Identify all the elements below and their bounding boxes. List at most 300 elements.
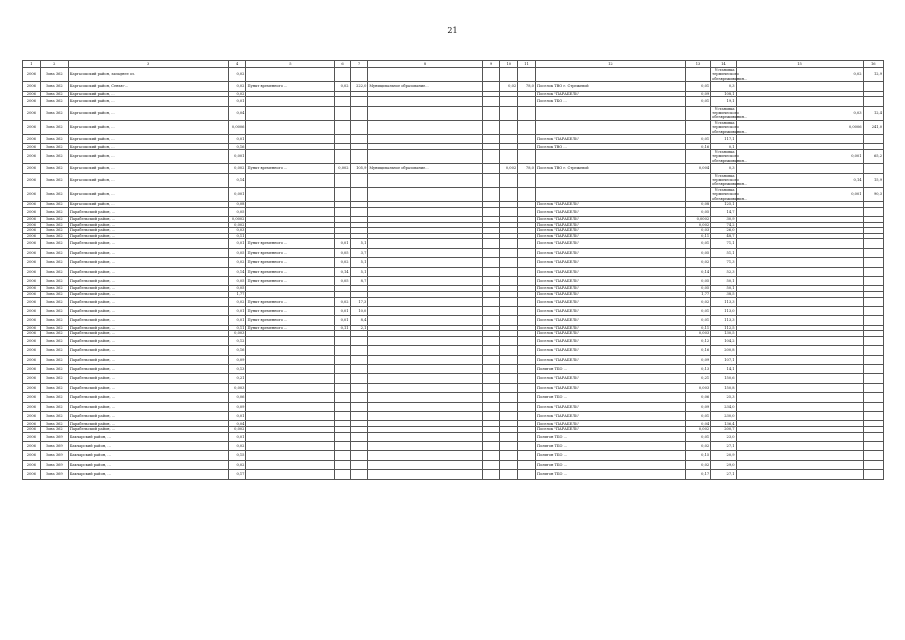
table-cell [500, 239, 518, 248]
table-cell: Зона 362 [40, 173, 68, 187]
table-cell: Пункт временного ... [246, 276, 335, 285]
table-cell: Установка термического обезвреживания... [712, 173, 748, 187]
table-cell [246, 336, 335, 345]
table-cell: 50,1 [711, 276, 736, 285]
table-cell: 0,16 [228, 144, 246, 150]
table-cell: 0,01 [685, 306, 710, 315]
table-cell: Парабельский район, ... [68, 239, 228, 248]
table-cell: Пункт временного ... [246, 82, 335, 91]
table-cell [350, 383, 368, 392]
table-cell [350, 470, 368, 479]
table-cell: 0,14 [685, 267, 710, 276]
table-cell: Зона 362 [40, 222, 68, 228]
table-row [23, 120, 884, 134]
table-cell: Пункт временного ... [246, 306, 335, 315]
table-row [23, 306, 884, 315]
table-cell: Поселок ТБО ... [535, 97, 685, 106]
table-cell: Поселок "ПАРАБЕЛЬ" [535, 91, 685, 97]
table-cell: Пункт временного ... [246, 239, 335, 248]
table-cell [246, 374, 335, 383]
table-cell: 0,01 [228, 412, 246, 421]
table-cell: 0,15 [685, 451, 710, 460]
table-cell [368, 442, 482, 451]
table-row [23, 297, 884, 306]
table-cell [500, 68, 518, 82]
table-row [23, 355, 884, 364]
table-cell [350, 451, 368, 460]
table-cell: 2006 [23, 91, 41, 97]
table-cell [736, 460, 863, 469]
table-cell [482, 306, 500, 315]
table-cell: 52,3 [711, 267, 736, 276]
table-cell: 0,15 [228, 451, 246, 460]
table-cell [482, 276, 500, 285]
table-cell: 0,03 [228, 228, 246, 234]
table-cell [736, 276, 863, 285]
table-cell [335, 97, 350, 106]
table-cell [368, 346, 482, 355]
column-number: 16 [863, 61, 883, 68]
table-cell: 0,0002 [228, 217, 246, 223]
table-cell: Полигон ТБО ... [535, 470, 685, 479]
table-cell: 2006 [23, 470, 41, 479]
table-cell [246, 135, 335, 144]
table-cell [863, 451, 883, 460]
table-cell [685, 68, 710, 82]
table-cell: 0,14 [228, 267, 246, 276]
table-cell: Поселок "ПАРАБЕЛЬ" [535, 374, 685, 383]
table-cell: 2006 [23, 120, 41, 134]
table-cell: Пункт временного ... [246, 316, 335, 325]
table-cell: Зона 362 [40, 297, 68, 306]
table-cell [368, 460, 482, 469]
table-cell [500, 106, 518, 120]
table-cell [368, 207, 482, 216]
table-cell: Зона 362 [40, 164, 68, 173]
table-cell [368, 248, 482, 257]
table-cell [335, 173, 350, 187]
table-cell: 0,08 [685, 202, 710, 208]
table-cell [335, 442, 350, 451]
table-cell: 74,2 [711, 222, 736, 228]
table-cell [482, 346, 500, 355]
table-cell [500, 207, 518, 216]
table-cell: Парабельский район, ... [68, 228, 228, 234]
table-cell: 0,002 [685, 222, 710, 228]
table-cell [350, 187, 368, 201]
table-cell [482, 267, 500, 276]
table-row [23, 258, 884, 267]
table-cell: Бакчарский район, ... [68, 432, 228, 441]
table-cell: 2006 [23, 451, 41, 460]
table-cell [736, 135, 863, 144]
table-cell: Парабельский район, ... [68, 365, 228, 374]
table-cell: 2006 [23, 97, 41, 106]
table-cell: Полигон ТБО ... [535, 365, 685, 374]
table-cell [500, 374, 518, 383]
table-cell [368, 355, 482, 364]
table-row [23, 460, 884, 469]
table-cell [368, 297, 482, 306]
table-cell [482, 150, 500, 164]
table-cell [736, 355, 863, 364]
table-cell: Парабельский район, ... [68, 306, 228, 315]
table-cell: 14,7 [711, 207, 736, 216]
table-cell [736, 442, 863, 451]
table-cell: Каргасокский район, ... [68, 202, 228, 208]
table-cell: 2006 [23, 248, 41, 257]
table-row [23, 187, 884, 201]
table-cell [518, 68, 536, 82]
table-cell [500, 402, 518, 411]
table-cell: Установка термического обезвреживания... [712, 106, 748, 120]
table-cell [500, 336, 518, 345]
table-cell: Пункт временного ... [246, 267, 335, 276]
table-cell: 0,05 [685, 286, 710, 292]
table-cell [246, 173, 335, 187]
table-cell [500, 460, 518, 469]
table-cell: Поселок "ПАРАБЕЛЬ" [535, 291, 685, 297]
table-cell: Зона 362 [40, 336, 68, 345]
table-row [23, 383, 884, 392]
table-cell: Зона 362 [40, 402, 68, 411]
table-cell: Поселок "ПАРАБЕЛЬ" [535, 383, 685, 392]
table-cell [500, 432, 518, 441]
table-row [23, 470, 884, 479]
table-cell [482, 451, 500, 460]
table-row [23, 267, 884, 276]
table-cell: 0,11 [228, 325, 246, 331]
table-cell: Каргасокский район, ... [68, 91, 228, 97]
table-cell [518, 451, 536, 460]
table-row [23, 239, 884, 248]
table-cell: 0,02 [500, 82, 518, 91]
table-cell: Зона 362 [40, 276, 68, 285]
table-cell: 20,9 [711, 451, 736, 460]
table-cell [535, 173, 685, 187]
table-cell [736, 432, 863, 441]
table-cell [350, 135, 368, 144]
table-cell: Пункт временного ... [246, 248, 335, 257]
table-cell [482, 173, 500, 187]
table-cell: Парабельский район, ... [68, 286, 228, 292]
table-cell: Каргасокский район, Сенью-... [68, 82, 228, 91]
table-cell: 2006 [23, 187, 41, 201]
table-cell: 0,05 [228, 276, 246, 285]
table-cell: 0,01 [685, 412, 710, 421]
table-cell: 0,09 [228, 355, 246, 364]
table-cell: Поселок ТВО ... [535, 144, 685, 150]
table-cell: 105,9 [350, 164, 368, 173]
table-cell: Парабельский район, ... [68, 207, 228, 216]
table-cell [335, 207, 350, 216]
table-cell: 2006 [23, 432, 41, 441]
table-cell: 0,01 [685, 97, 710, 106]
table-cell [482, 460, 500, 469]
table-cell: 2006 [23, 258, 41, 267]
table-cell [350, 442, 368, 451]
table-cell: 0,09 [685, 355, 710, 364]
table-cell: 1,77 [228, 291, 246, 297]
table-cell [350, 207, 368, 216]
table-cell [863, 383, 883, 392]
table-cell: Поселок "ПАРАБЕЛЬ" [535, 258, 685, 267]
table-cell [368, 374, 482, 383]
table-cell [736, 258, 863, 267]
table-cell: 0,01 [228, 306, 246, 315]
table-cell [500, 276, 518, 285]
table-cell: Зона 362 [40, 68, 68, 82]
table-cell: Зона 362 [40, 421, 68, 427]
table-cell [482, 412, 500, 421]
table-cell: Каргасокский район, западнее оз. [68, 68, 228, 82]
table-cell [863, 267, 883, 276]
table-cell [863, 316, 883, 325]
table-cell: 0,06 [228, 393, 246, 402]
table-cell [518, 374, 536, 383]
table-cell [482, 297, 500, 306]
table-cell [335, 374, 350, 383]
table-cell [482, 135, 500, 144]
table-cell: Полигон ТБО ... [535, 432, 685, 441]
table-cell [863, 393, 883, 402]
table-cell: Зона 362 [40, 258, 68, 267]
table-cell [246, 355, 335, 364]
column-number: 15 [736, 61, 863, 68]
table-cell: Парабельский район, ... [68, 267, 228, 276]
table-cell [335, 432, 350, 441]
table-cell [736, 383, 863, 392]
table-cell [736, 402, 863, 411]
table-cell: 0,11 [685, 325, 710, 331]
table-cell [518, 365, 536, 374]
table-cell: 0,12 [685, 336, 710, 345]
table-cell [246, 365, 335, 374]
table-cell: Бакчарский район, ... [68, 451, 228, 460]
table-cell: 38,5 [711, 291, 736, 297]
table-cell [368, 336, 482, 345]
table-cell [482, 120, 500, 134]
table-cell: Поселок "ПАРАБЕЛЬ" [535, 355, 685, 364]
table-cell: Поселок ТВО г. Стрежевой [535, 82, 685, 91]
table-cell: 0,0006 [228, 120, 246, 134]
table-cell [350, 374, 368, 383]
table-cell: 2006 [23, 427, 41, 433]
table-cell: 71,3 [711, 258, 736, 267]
table-cell: Поселок "ПАРАБЕЛЬ" [535, 427, 685, 433]
table-cell [736, 207, 863, 216]
table-cell: 0,01 [228, 316, 246, 325]
table-cell [246, 470, 335, 479]
table-cell: Поселок "ПАРАБЕЛЬ" [535, 421, 685, 427]
waste-table-sheet [22, 60, 884, 480]
table-cell: 26,0 [711, 228, 736, 234]
column-number-row [23, 61, 884, 68]
table-cell: 2006 [23, 316, 41, 325]
table-cell [482, 207, 500, 216]
table-cell: 0,02 [228, 442, 246, 451]
table-cell: Поселок "ПАРАБЕЛЬ" [535, 222, 685, 228]
table-cell [350, 432, 368, 441]
table-cell: 0,01 [335, 306, 350, 315]
table-cell: 0,001 [736, 187, 863, 201]
table-cell: Поселок "ПАРАБЕЛЬ" [535, 239, 685, 248]
table-cell: 0,21 [228, 374, 246, 383]
table-cell: 104,2 [711, 336, 736, 345]
table-cell [863, 355, 883, 364]
table-cell: Зона 362 [40, 217, 68, 223]
table-cell [500, 173, 518, 187]
table-cell [246, 120, 335, 134]
table-cell: 0,02 [335, 297, 350, 306]
table-cell: 0,001 [228, 187, 246, 201]
table-row [23, 365, 884, 374]
table-cell: Установка термического обезвреживания... [712, 68, 748, 81]
table-cell: 241,0 [863, 120, 883, 134]
table-cell [500, 442, 518, 451]
table-cell: Парабельский район, ... [68, 421, 228, 427]
table-cell: Парабельский район, ... [68, 325, 228, 331]
table-cell: 0,17 [685, 470, 710, 479]
table-cell: 130,5 [711, 331, 736, 337]
table-cell: Парабельский район, ... [68, 402, 228, 411]
table-cell: Парабельский район, ... [68, 222, 228, 228]
table-cell [368, 383, 482, 392]
table-cell: Пункт временного ... [246, 258, 335, 267]
table-cell: Зона 362 [40, 374, 68, 383]
table-cell: 0,001 [736, 150, 863, 164]
table-cell: 0,05 [335, 276, 350, 285]
table-cell: Зона 362 [40, 412, 68, 421]
table-cell: 71,1 [711, 239, 736, 248]
table-cell: Парабельский район, ... [68, 355, 228, 364]
table-cell: Зона 362 [40, 267, 68, 276]
table-cell: 2006 [23, 239, 41, 248]
table-cell [482, 68, 500, 82]
table-cell [736, 97, 863, 106]
table-cell: Каргасокский район, ... [68, 106, 228, 120]
table-cell: 0,02 [736, 68, 863, 82]
table-row [23, 173, 884, 187]
table-cell [246, 402, 335, 411]
table-cell: 0,0002 [685, 217, 710, 223]
table-cell: Зона 369 [40, 432, 68, 441]
table-cell: 0,01 [228, 135, 246, 144]
table-cell: 0,14 [736, 173, 863, 187]
table-cell [500, 306, 518, 315]
table-cell [368, 150, 482, 164]
table-cell: Муниципальное образование... [368, 82, 482, 91]
table-cell [863, 239, 883, 248]
table-cell: Зона 369 [40, 442, 68, 451]
table-cell: 2006 [23, 135, 41, 144]
table-cell: Зона 362 [40, 97, 68, 106]
table-cell [368, 451, 482, 460]
table-cell: Установка термического обезвреживания... [712, 120, 748, 134]
table-cell: Поселок "ПАРАБЕЛЬ" [535, 248, 685, 257]
table-cell [518, 267, 536, 276]
table-cell [863, 432, 883, 441]
table-cell: Бакчарский район, ... [68, 442, 228, 451]
table-cell: 0,02 [335, 82, 350, 91]
table-cell: 0,01 [685, 239, 710, 248]
column-number: 6 [335, 61, 350, 68]
table-cell [500, 451, 518, 460]
table-cell: Зона 362 [40, 82, 68, 91]
table-cell: Зона 362 [40, 150, 68, 164]
table-cell [500, 412, 518, 421]
table-row [23, 374, 884, 383]
table-cell: 2006 [23, 402, 41, 411]
table-cell [335, 346, 350, 355]
table-cell: 90,3 [863, 187, 883, 201]
table-cell [335, 393, 350, 402]
table-cell: Поселок "ПАРАБЕЛЬ" [535, 316, 685, 325]
table-cell: 0,02 [228, 91, 246, 97]
table-cell [246, 187, 335, 201]
table-cell: 0,16 [228, 346, 246, 355]
table-cell [500, 120, 518, 134]
table-cell: Парабельский район, ... [68, 276, 228, 285]
table-cell: 0,14 [335, 267, 350, 276]
table-cell: Зона 362 [40, 233, 68, 239]
table-cell: 0,002 [500, 164, 518, 173]
table-row [23, 276, 884, 285]
table-cell: Зона 362 [40, 144, 68, 150]
table-cell: Зона 362 [40, 365, 68, 374]
table-cell: 0,02 [228, 297, 246, 306]
table-cell: 0,04 [685, 421, 710, 427]
table-cell [863, 374, 883, 383]
table-cell [736, 82, 863, 91]
table-cell: Зона 362 [40, 187, 68, 201]
table-cell: 0,03 [685, 228, 710, 234]
table-cell: 30,9 [711, 217, 736, 223]
table-cell: 0,01 [685, 316, 710, 325]
table-cell [736, 297, 863, 306]
table-cell [518, 106, 536, 120]
table-cell [518, 248, 536, 257]
table-cell [736, 336, 863, 345]
table-cell [482, 402, 500, 411]
table-row [23, 68, 884, 82]
table-cell: 0,04 [228, 421, 246, 427]
table-cell: 2006 [23, 291, 41, 297]
table-cell [685, 106, 710, 120]
table-cell: Зона 362 [40, 331, 68, 337]
table-cell [368, 402, 482, 411]
table-cell [335, 383, 350, 392]
table-cell [335, 412, 350, 421]
table-cell [482, 316, 500, 325]
table-cell: 0,01 [685, 82, 710, 91]
column-number: 13 [685, 61, 710, 68]
table-cell [500, 297, 518, 306]
table-cell: 0,01 [228, 97, 246, 106]
table-cell: 0,02 [685, 442, 710, 451]
table-cell: Парабельский район, ... [68, 393, 228, 402]
table-cell [246, 346, 335, 355]
table-cell [518, 470, 536, 479]
table-cell: Каргасокский район, ... [68, 150, 228, 164]
table-cell [350, 402, 368, 411]
table-cell: 2006 [23, 383, 41, 392]
table-cell: 3,7 [350, 248, 368, 257]
table-cell: 113,3 [711, 316, 736, 325]
table-row [23, 412, 884, 421]
table-cell [518, 355, 536, 364]
table-cell: 2006 [23, 150, 41, 164]
